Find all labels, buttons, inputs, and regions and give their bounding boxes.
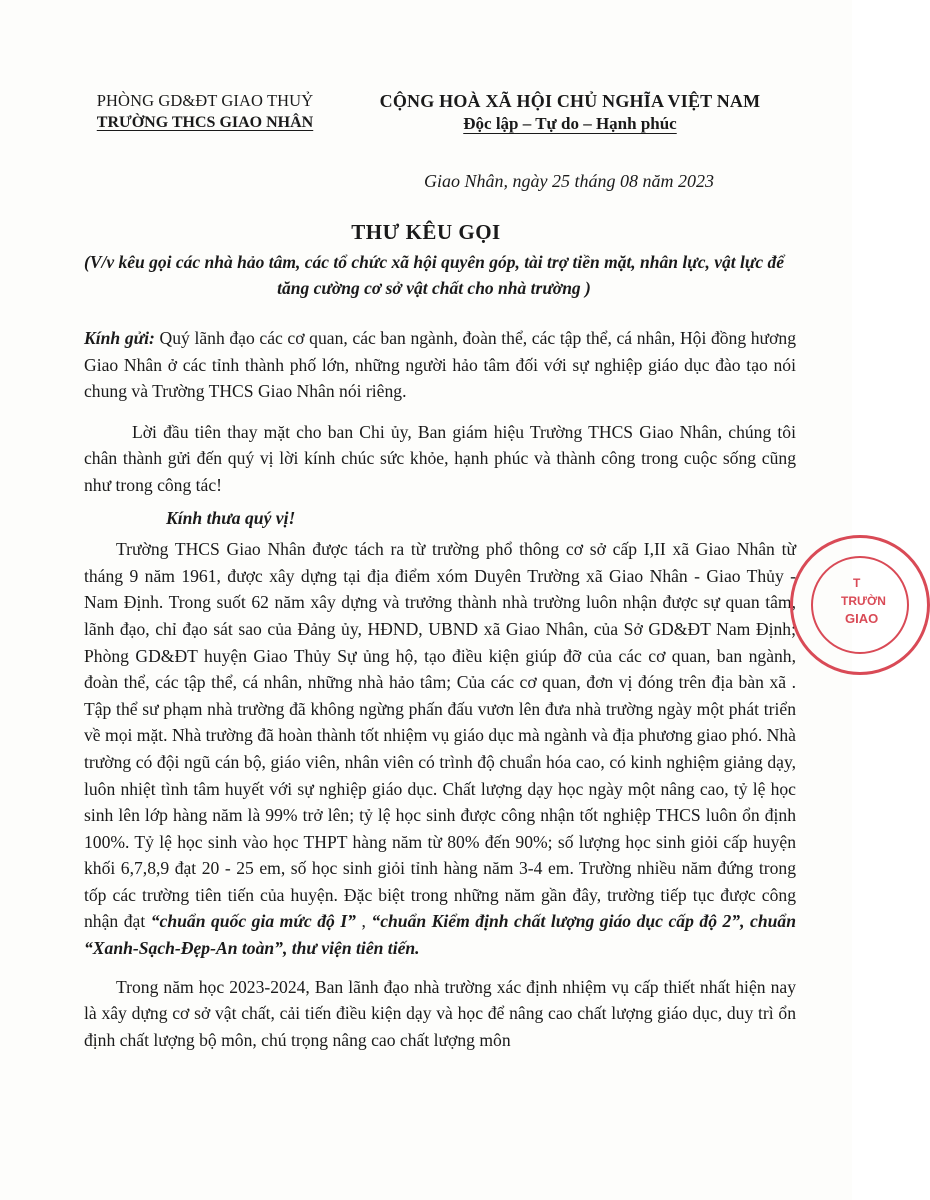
national-header — [350, 90, 790, 136]
achievement-national-standard: “chuẩn quốc gia mức độ I” — [150, 911, 356, 932]
department-name: PHÒNG GD&ĐT GIAO THUỶ — [96, 91, 314, 110]
achievement-separator: , — [355, 911, 372, 932]
issuing-organization — [70, 90, 340, 134]
achievement-green-clean-library: chuẩn “Xanh-Sạch-Đẹp-An toàn”, thư viện tiên tiến. — [84, 911, 796, 959]
school-history-paragraph — [84, 536, 796, 962]
document-title: THƯ KÊU GỌI — [351, 220, 501, 244]
paragraph-gap — [84, 962, 796, 974]
salutation — [84, 325, 796, 405]
document-subtitle: (V/v kêu gọi các nhà hảo tâm, các tổ chức xã hội quyên góp, tài trợ tiền mặt, nhân lực, vật lực để tăng cường cơ sở vật chất cho nhà trường ) — [84, 252, 784, 298]
letter-body — [84, 325, 796, 1053]
stamp-text-bottom: GIAO — [845, 611, 879, 626]
salutation-label: Kính gửi: — [84, 328, 155, 348]
stamp-text-middle: TRƯỜN — [841, 594, 886, 608]
date-line: Giao Nhân, ngày 25 tháng 08 năm 2023 — [424, 171, 714, 191]
school-name: TRƯỜNG THCS GIAO NHÂN — [96, 114, 314, 131]
greeting-paragraph: Lời đầu tiên thay mặt cho ban Chi ủy, Ban giám hiệu Trường THCS Giao Nhân, chúng tôi chân thành gửi đến quý vị lời kính chúc sức khỏe, hạnh phúc và thành công trong cuộc sống cũng như trong công tác! — [84, 421, 796, 495]
stamp-text-top: T — [853, 576, 861, 590]
address-line: Kính thưa quý vị! — [166, 507, 296, 528]
history-text: Trường THCS Giao Nhân được tách ra từ trường phổ thông cơ sở cấp I,II xã Giao Nhân từ tháng 9 năm 1961, được xây dựng tại địa điểm xóm Duyên Trường xã Giao Nhân - Giao Thủy - Nam Định. Trong suốt 62 năm xây dựng và trưởng thành nhà trường luôn nhận được sự quan tâm, lãnh đạo, chỉ đạo sát sao của Đảng ủy, HĐND, UBND xã Giao Nhân, của Sở GD&ĐT Nam Định; Phòng GD&ĐT huyện Giao Thủy Sự ủng hộ, tạo điều kiện giúp đỡ của các cơ quan, ban ngành, đoàn thể, các tập thể, cá nhân, những nhà hảo tâm; Của các cơ quan, đơn vị đóng trên địa bàn xã . Tập thể sư phạm nhà trường đã không ngừng phấn đấu vươn lên đưa nhà trường ngày một phát triển về mọi mặt. Nhà trường đã hoàn thành tốt nhiệm vụ giáo dục mà ngành và địa phương giao phó. Nhà trường có đội ngũ cán bộ, giáo viên, nhân viên có trình độ chuẩn hóa cao, có kinh nghiệm giảng dạy, luôn nhiệt tình tâm huyết với sự nghiệp giáo dục. Chất lượng dạy học ngày một nâng cao, tỷ lệ học sinh lên lớp hàng năm là 99% trở lên; tỷ lệ học sinh được công nhận tốt nghiệp THCS luôn ổn định 100%. Tỷ lệ học sinh vào học THPT hàng năm từ 80% đến 90%; số lượng học sinh giỏi cấp huyện khối 6,7,8,9 đạt 20 - 25 em, số học sinh giỏi tỉnh hàng năm 3-4 em. Trường nhiều năm đứng trong tốp các trường tiên tiến của huyện. Đặc biệt trong những năm gần đây, trường tiếp tục được công nhận đạt — [84, 539, 796, 932]
school-seal-stamp — [790, 535, 930, 675]
national-motto: Độc lập – Tự do – Hạnh phúc — [463, 114, 677, 133]
achievement-quality-accreditation: “chuẩn Kiểm định chất lượng giáo dục cấp độ 2”, — [371, 911, 745, 932]
salutation-text: Quý lãnh đạo các cơ quan, các ban ngành, đoàn thể, các tập thể, cá nhân, Hội đồng hương Giao Nhân ở các tỉnh thành phố lớn, những người hảo tâm đối với sự nghiệp giáo dục đào tạo nói chung và Trường THCS Giao Nhân nói riêng. — [84, 328, 796, 402]
country-name: CỘNG HOÀ XÃ HỘI CHỦ NGHĨA VIỆT NAM — [379, 91, 761, 111]
school-year-paragraph: Trong năm học 2023-2024, Ban lãnh đạo nhà trường xác định nhiệm vụ cấp thiết nhất hiện nay là xây dựng cơ sở vật chất, cải tiến điều kiện dạy và học để nâng cao chất lượng giáo dục, duy trì ổn định chất lượng bộ môn, chú trọng nâng cao chất lượng môn — [84, 976, 796, 1050]
